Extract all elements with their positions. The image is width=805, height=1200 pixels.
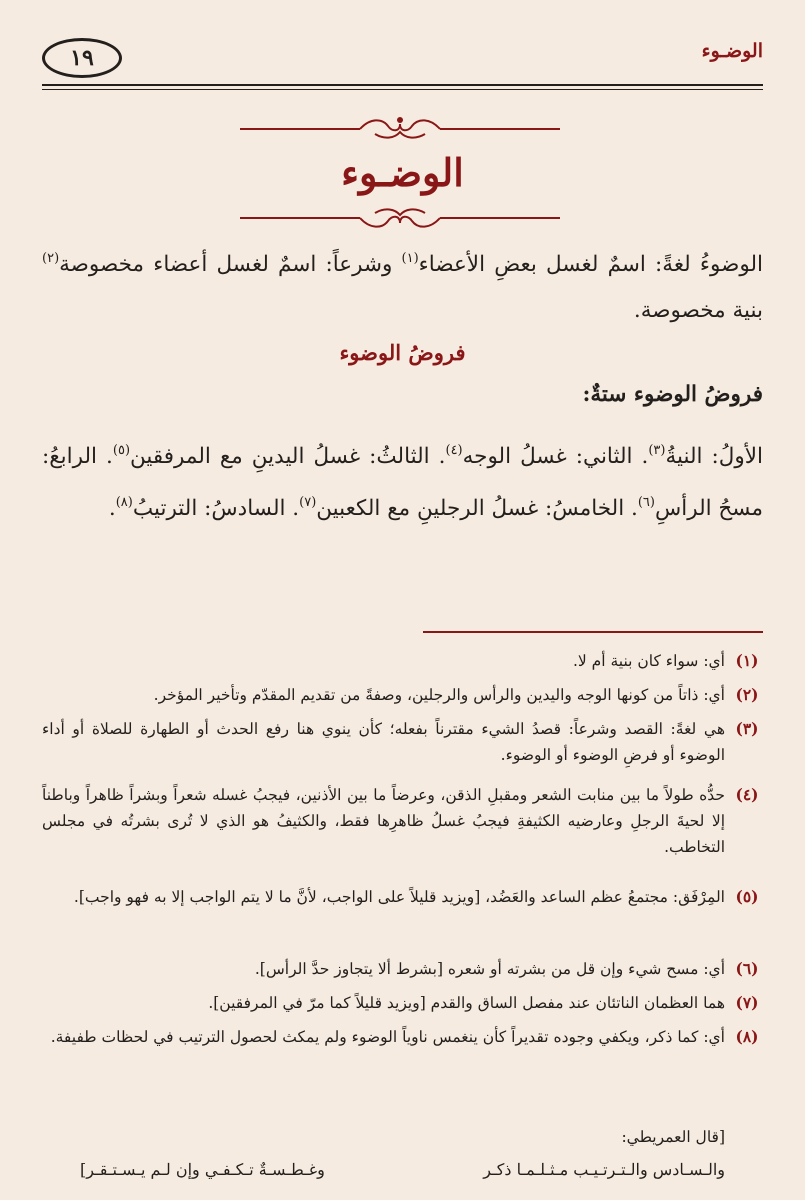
definition-text-3: بنية مخصوصة. — [633, 298, 763, 323]
footnote-number: (٤) — [735, 785, 759, 804]
footnote-number: (٨) — [735, 1027, 759, 1046]
obligation-text: . الخامسُ: غسلُ الرجلينِ مع الكعبين — [316, 496, 638, 521]
footnote — [42, 990, 763, 1016]
footnote-ref-3[interactable]: (٣) — [648, 443, 666, 458]
footnote — [42, 682, 763, 708]
footnote — [42, 648, 763, 674]
top-ornament — [230, 112, 570, 142]
footnote — [42, 884, 763, 910]
footnote-number: (٣) — [735, 719, 759, 738]
page-header — [42, 36, 763, 82]
footnote-ref-8[interactable]: (٨) — [115, 495, 133, 510]
poem-verse — [80, 1160, 725, 1179]
footnote-text: أي: سواء كان بنية أم لا. — [572, 652, 725, 670]
footnote-rule — [423, 631, 763, 633]
obligations-paragraph — [42, 428, 763, 532]
footnote-ref-2[interactable]: (٢) — [42, 251, 60, 266]
obligation-text: . السادسُ: الترتيبُ — [132, 496, 300, 521]
footnote-number: (٢) — [735, 685, 759, 704]
footnote-number: (٦) — [735, 959, 759, 978]
footnote — [42, 716, 763, 768]
header-rule — [42, 84, 763, 90]
chapter-title: الوضـوء — [341, 150, 464, 195]
footnote-text: أي: ذاتاً من كونها الوجه واليدين والرأس والرجلين، وصفةً من تقديم المقدّم وتأخير المؤخر. — [153, 686, 725, 704]
count-line: فروضُ الوضوء ستةٌ: — [582, 382, 763, 407]
footnote — [42, 956, 763, 982]
page-number: ١٩ — [42, 38, 122, 78]
definition-text-2: وشرعاً: اسمٌ لغسل أعضاء مخصوصة — [59, 252, 402, 277]
footnote-number: (١) — [735, 651, 759, 670]
footnote-ref-7[interactable]: (٧) — [299, 495, 317, 510]
footnote-text: أي: كما ذكر، ويكفي وجوده تقديراً كأن ينغمس ناوياً الوضوء ولم يمكث لحصول الترتيب في لحظات طفيفة. — [50, 1028, 725, 1046]
section-subheading: فروضُ الوضوء — [339, 340, 466, 365]
poem-hemistich-right: والـسـادس والـتـرتـيـب مـثـلـمـا ذكـر — [483, 1160, 725, 1179]
poem-hemistich-left: وغـطـسـةٌ تـكـفـي وإن لـم يـسـتـقـر] — [80, 1160, 325, 1179]
footnote-number: (٥) — [735, 887, 759, 906]
footnote-text: المِرْفَق: مجتمعُ عظم الساعد والعَضُد، [ويزيد قليلاً على الواجب، لأنَّ ما لا يتم الواجب إلا به فهو واجب]. — [73, 888, 725, 906]
footnote-text: هي لغةً: القصد وشرعاً: قصدُ الشيء مقترناً بفعله؛ كأن ينوي هنا رفع الحدث أو الطهارة للصلاة أو أداء الوضوء أو فرضِ الوضوء أو الوضوء. — [42, 720, 725, 764]
footnote-ref-1[interactable]: (١) — [401, 251, 419, 266]
footnote-number: (٧) — [735, 993, 759, 1012]
obligation-text: . الرابعُ: مسحُ الرأسِ — [42, 444, 763, 521]
obligation-text: . — [108, 496, 116, 521]
definition-paragraph — [42, 236, 763, 334]
footnote-ref-6[interactable]: (٦) — [637, 495, 655, 510]
obligation-text: . الثاني: غسلُ الوجه — [462, 444, 649, 469]
definition-text-1: الوضوءُ لغةً: اسمٌ لغسل بعضِ الأعضاء — [418, 252, 763, 277]
running-title: الوضـوء — [701, 40, 763, 62]
bottom-ornament — [230, 205, 570, 235]
footnote — [42, 1024, 763, 1050]
footnote-text: هما العظمان الناتئان عند مفصل الساق والقدم [ويزيد قليلاً كما مرّ في المرفقين]. — [208, 994, 725, 1012]
footnote-ref-5[interactable]: (٥) — [112, 443, 131, 458]
footnote-text: حدُّه طولاً ما بين منابت الشعر ومقبلِ الذقن، وعرضاً ما بين الأذنين، فيجبُ غسله شعراً وبشراً ظاهراً وباطناً إلا لحيةَ الرجلِ وعارضيه الكثيفةِ فيجبُ غسلُ ظاهرِها فقط، والكثيفُ هو الذي لا تُرى بشرتُه في مجلس التخاطب. — [42, 786, 725, 856]
obligation-text: . الثالثُ: غسلُ اليدينِ مع المرفقين — [130, 444, 446, 469]
footnote-text: أي: مسح شيء وإن قل من بشرته أو شعره [بشرط ألا يتجاوز حدَّ الرأس]. — [254, 960, 725, 978]
poem-intro: [قال العمريطي: — [621, 1128, 725, 1146]
footnote — [42, 782, 763, 860]
obligation-text: الأولُ: النيةُ — [665, 444, 763, 469]
footnote-ref-4[interactable]: (٤) — [445, 443, 463, 458]
